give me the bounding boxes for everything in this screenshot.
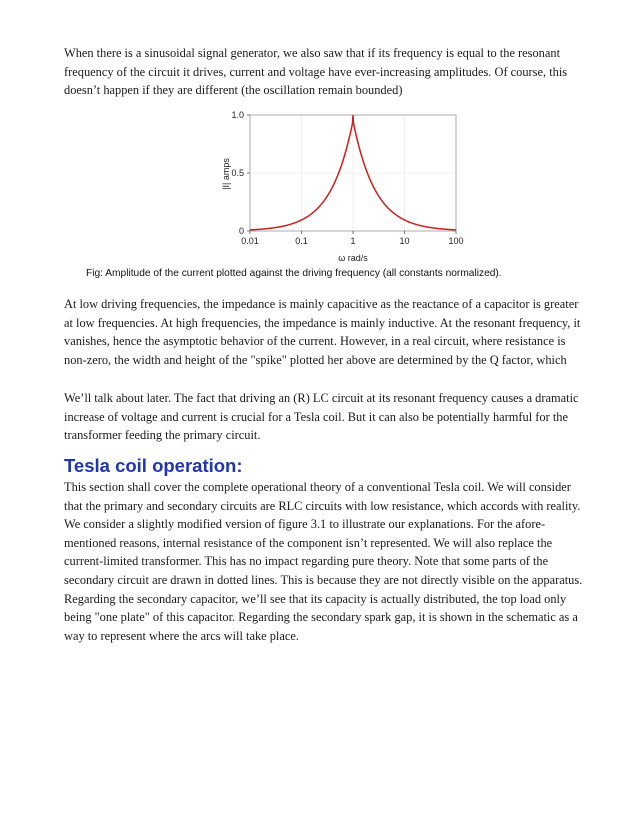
y-tick-label: 0 — [238, 226, 244, 236]
impedance-paragraph: At low driving frequencies, the impedance is mainly capacitive as the reactance of a capacitor is greater at low frequencies. At high frequencies, the impedance is mainly inductive. At the resonant frequency, it vanishes, hence the asymptotic behavior of the current. However, in a real circuit, where resistance is non-zero, the width and height of the "spike" plotted her above are determined by the Q factor, which — [64, 297, 581, 367]
x-axis-label: ω rad/s — [338, 253, 368, 263]
chart-ticks — [231, 110, 463, 246]
x-tick-label: 0.1 — [295, 236, 308, 246]
x-tick-label: 0.01 — [241, 236, 259, 246]
operation-paragraph: This section shall cover the complete operational theory of a conventional Tesla coil. We will consider that the primary and secondary circuits are RLC circuits with low resistance, which accords with reality. We consider a slightly modified version of figure 3.1 to illustrate our explanations. For the afore-mentioned reasons, internal resistance of the component isn’t represented. We will also replace the current-limited transformer. This has no impact regarding pure theory. Note that some parts of the secondary circuit are drawn in dotted lines. This is because they are not directly visible on the apparatus. Regarding the secondary capacitor, we’ll see that its capacity is actually distributed, the top load only being "one plate" of this capacitor. Regarding the secondary spark gap, it is shown in the schematic as a way to represent where the arcs will take place. — [64, 480, 583, 643]
later-paragraph: We’ll talk about later. The fact that driving an (R) LC circuit at its resonant frequency causes a dramatic increase of voltage and current is crucial for a Tesla coil. But it can also be potentially harmful for the transformer feeding the primary circuit. — [64, 391, 579, 443]
resonance-chart — [212, 106, 482, 268]
x-tick-label: 1 — [350, 236, 356, 246]
figure-caption: Fig: Amplitude of the current plotted against the driving frequency (all constants normalized). — [86, 268, 502, 279]
intro-paragraph: When there is a sinusoidal signal generator, we also saw that if its frequency is equal to the resonant frequency of the circuit it drives, current and voltage have ever-increasing amplitudes. Of course, this doesn’t happen if they are different (the oscillation remain bounded) — [64, 46, 568, 98]
chart-gridlines — [250, 115, 456, 231]
x-tick-label: 10 — [399, 236, 410, 246]
y-tick-label: 0.5 — [231, 168, 244, 178]
section-heading: Tesla coil operation: — [64, 455, 243, 476]
x-tick-label: 100 — [448, 236, 464, 246]
y-axis-label: |I| amps — [221, 158, 231, 190]
y-tick-label: 1.0 — [231, 110, 244, 120]
